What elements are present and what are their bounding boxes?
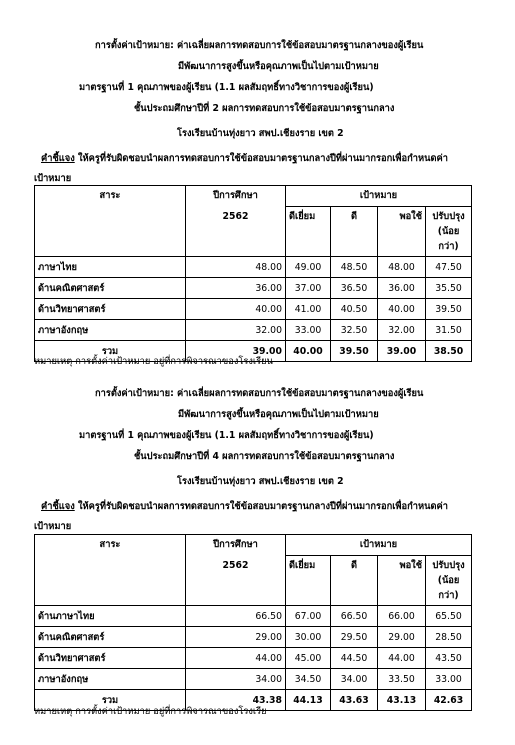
year-cell: 44.00: [186, 648, 286, 669]
improve-cell: 39.50: [426, 299, 472, 320]
improve-cell: 33.00: [426, 669, 472, 690]
subject-cell: ด้านภาษาไทย: [35, 606, 186, 627]
fair-cell: 66.00: [378, 606, 426, 627]
header-subject: สาระ: [35, 535, 186, 606]
excellent-cell: 30.00: [286, 627, 331, 648]
excellent-cell: 37.00: [286, 278, 331, 299]
header-improve-note: (น้อยกว่า): [437, 226, 460, 252]
header-fair: พอใช้: [378, 207, 426, 257]
fair-cell: 29.00: [378, 627, 426, 648]
year-cell: 32.00: [186, 320, 286, 341]
grade-4-section: [0, 386, 515, 717]
grade-2-section: [0, 38, 515, 367]
total-good: 39.50: [331, 341, 378, 362]
header-year: [186, 186, 286, 257]
header-year: [186, 535, 286, 606]
target-table: [34, 185, 472, 362]
improve-cell: 31.50: [426, 320, 472, 341]
header-target: เป้าหมาย: [286, 535, 472, 556]
good-cell: 48.50: [331, 257, 378, 278]
total-good: 43.63: [331, 690, 378, 711]
total-improve: 38.50: [426, 341, 472, 362]
fair-cell: 32.00: [378, 320, 426, 341]
header-subject: สาระ: [35, 186, 186, 257]
table-row: [35, 627, 472, 648]
header-improve: [426, 556, 472, 606]
subject-cell: ภาษาไทย: [35, 257, 186, 278]
instruction-line: [41, 499, 448, 514]
header-excellent: ดีเยี่ยม: [286, 207, 331, 257]
fair-cell: 44.00: [378, 648, 426, 669]
year-cell: 48.00: [186, 257, 286, 278]
header-improve-label: ปรับปรุง: [432, 560, 465, 571]
section-title-line-2: มีพัฒนาการสูงขึ้นหรือคุณภาพเป็นไปตามเป้าหมาย: [178, 61, 379, 72]
header-year-value: 2562: [222, 560, 249, 571]
excellent-cell: 45.00: [286, 648, 331, 669]
subject-cell: ด้านคณิตศาสตร์: [35, 627, 186, 648]
header-improve: [426, 207, 472, 257]
good-cell: 44.50: [331, 648, 378, 669]
instruction-label: คำชี้แจง: [41, 153, 75, 164]
good-cell: 34.00: [331, 669, 378, 690]
improve-cell: 28.50: [426, 627, 472, 648]
header-year-label: ปีการศึกษา: [213, 190, 258, 201]
standard-line: มาตรฐานที่ 1 คุณภาพของผู้เรียน (1.1 ผลสัมฤทธิ์ทางวิชาการของผู้เรียน): [79, 430, 374, 441]
good-cell: 40.50: [331, 299, 378, 320]
excellent-cell: 34.50: [286, 669, 331, 690]
subject-cell: ด้านวิทยาศาสตร์: [35, 299, 186, 320]
total-year: 39.00: [186, 341, 286, 362]
grade-level-line: ชั้นประถมศึกษาปีที่ 4 ผลการทดสอบการใช้ข้อสอบมาตรฐานกลาง: [134, 451, 395, 462]
year-cell: 36.00: [186, 278, 286, 299]
excellent-cell: 41.00: [286, 299, 331, 320]
footnote: หมายเหตุ การตั้งค่าเป้าหมาย อยู่ที่การพิจารณาของโรงเรีย: [34, 706, 267, 717]
table-row: [35, 606, 472, 627]
good-cell: 36.50: [331, 278, 378, 299]
section-header: [0, 38, 515, 186]
year-cell: 66.50: [186, 606, 286, 627]
header-target: เป้าหมาย: [286, 186, 472, 207]
instruction-line: [41, 151, 448, 166]
section-title: การตั้งค่าเป้าหมาย: ค่าเฉลี่ยผลการทดสอบการใช้ข้อสอบมาตรฐานกลางของผู้เรียน: [95, 40, 424, 51]
excellent-cell: 67.00: [286, 606, 331, 627]
footnote: หมายเหตุ การตั้งค่าเป้าหมาย อยู่ที่การพิจารณาของโรงเรียน: [34, 356, 273, 367]
standard-line: มาตรฐานที่ 1 คุณภาพของผู้เรียน (1.1 ผลสัมฤทธิ์ทางวิชาการของผู้เรียน): [79, 82, 374, 93]
instruction-text: ให้ครูที่รับผิดชอบนำผลการทดสอบการใช้ข้อสอบมาตรฐานกลางปีที่ผ่านมากรอกเพื่อกำหนดค่า: [74, 501, 448, 512]
total-year: 43.38: [186, 690, 286, 711]
year-cell: 34.00: [186, 669, 286, 690]
table-row: [35, 299, 472, 320]
excellent-cell: 33.00: [286, 320, 331, 341]
improve-cell: 47.50: [426, 257, 472, 278]
instruction-label: คำชี้แจง: [41, 501, 75, 512]
good-cell: 29.50: [331, 627, 378, 648]
year-cell: 40.00: [186, 299, 286, 320]
fair-cell: 33.50: [378, 669, 426, 690]
table-row: [35, 278, 472, 299]
improve-cell: 35.50: [426, 278, 472, 299]
fair-cell: 40.00: [378, 299, 426, 320]
total-excellent: 44.13: [286, 690, 331, 711]
total-excellent: 40.00: [286, 341, 331, 362]
header-fair: พอใช้: [378, 556, 426, 606]
table-row: [35, 669, 472, 690]
header-good: ดี: [331, 207, 378, 257]
header-year-value: 2562: [222, 211, 249, 222]
subject-cell: ภาษาอังกฤษ: [35, 320, 186, 341]
year-cell: 29.00: [186, 627, 286, 648]
subject-cell: ภาษาอังกฤษ: [35, 669, 186, 690]
section-header: [0, 386, 515, 534]
good-cell: 32.50: [331, 320, 378, 341]
subject-cell: ด้านคณิตศาสตร์: [35, 278, 186, 299]
subject-cell: ด้านวิทยาศาสตร์: [35, 648, 186, 669]
section-title-line-2: มีพัฒนาการสูงขึ้นหรือคุณภาพเป็นไปตามเป้าหมาย: [178, 409, 379, 420]
instruction-line-2: เป้าหมาย: [34, 521, 72, 532]
instruction-line-2: เป้าหมาย: [34, 173, 72, 184]
total-improve: 42.63: [426, 690, 472, 711]
header-improve-note: (น้อยกว่า): [437, 575, 460, 601]
excellent-cell: 49.00: [286, 257, 331, 278]
school-line: โรงเรียนบ้านทุ่งยาว สพป.เชียงราย เขต 2: [177, 128, 344, 139]
header-year-label: ปีการศึกษา: [213, 539, 258, 550]
grade-level-line: ชั้นประถมศึกษาปีที่ 2 ผลการทดสอบการใช้ข้อสอบมาตรฐานกลาง: [134, 103, 395, 114]
fair-cell: 48.00: [378, 257, 426, 278]
header-excellent: ดีเยี่ยม: [286, 556, 331, 606]
total-fair: 43.13: [378, 690, 426, 711]
good-cell: 66.50: [331, 606, 378, 627]
improve-cell: 43.50: [426, 648, 472, 669]
total-label: รวม: [35, 341, 186, 362]
total-label: รวม: [35, 690, 186, 711]
total-fair: 39.00: [378, 341, 426, 362]
table-row: [35, 320, 472, 341]
improve-cell: 65.50: [426, 606, 472, 627]
school-line: โรงเรียนบ้านทุ่งยาว สพป.เชียงราย เขต 2: [177, 476, 344, 487]
header-good: ดี: [331, 556, 378, 606]
target-table: [34, 534, 472, 711]
fair-cell: 36.00: [378, 278, 426, 299]
table-row: [35, 257, 472, 278]
table-row: [35, 648, 472, 669]
instruction-text: ให้ครูที่รับผิดชอบนำผลการทดสอบการใช้ข้อสอบมาตรฐานกลางปีที่ผ่านมากรอกเพื่อกำหนดค่า: [74, 153, 448, 164]
section-title: การตั้งค่าเป้าหมาย: ค่าเฉลี่ยผลการทดสอบการใช้ข้อสอบมาตรฐานกลางของผู้เรียน: [95, 388, 424, 399]
header-improve-label: ปรับปรุง: [432, 211, 465, 222]
